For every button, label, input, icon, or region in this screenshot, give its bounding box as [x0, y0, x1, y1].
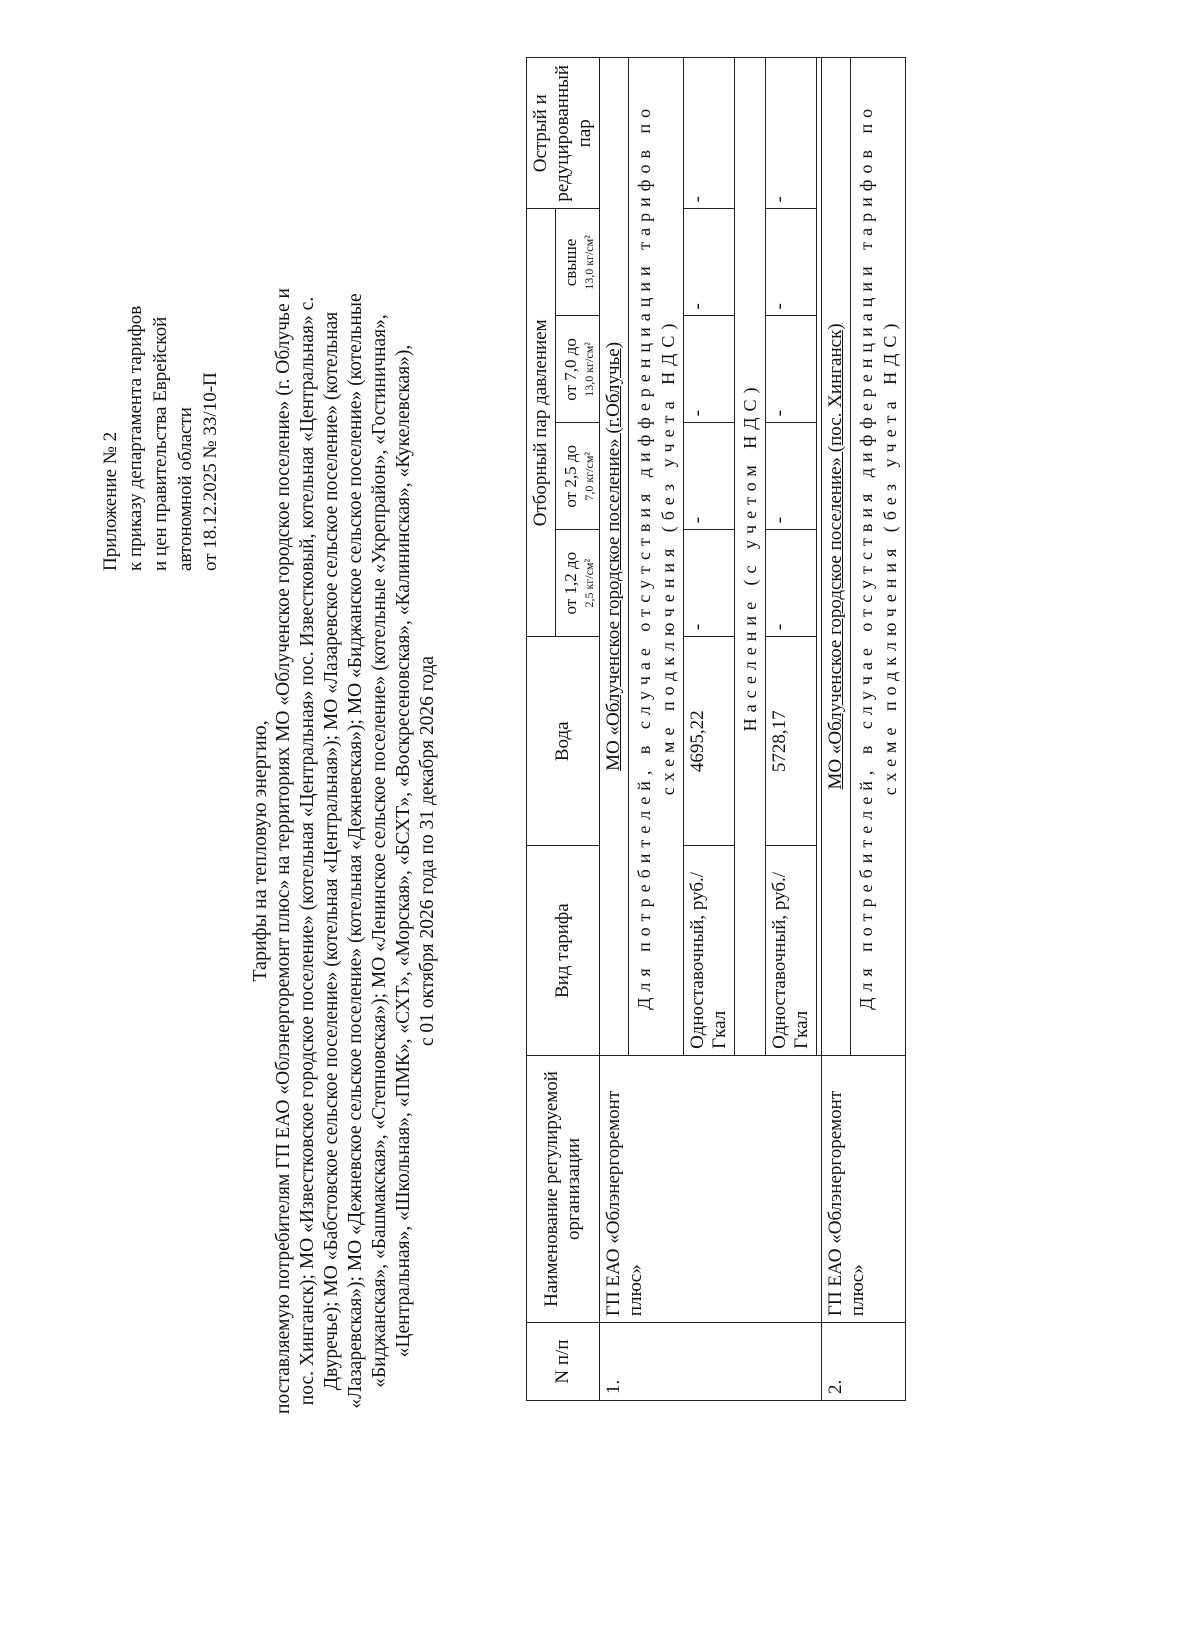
water-value: 5728,17	[766, 637, 817, 846]
appendix-header	[98, 71, 223, 571]
row-number: 1.	[600, 1323, 822, 1401]
municipality-heading	[600, 58, 629, 1056]
header-num: N п/п	[527, 1323, 600, 1401]
sharp-steam-value: -	[684, 58, 735, 210]
org-name: ГП ЕАО «Облэнергоремонт плюс»	[600, 1055, 822, 1322]
appendix-line: автономной области	[175, 407, 196, 571]
tariff-table	[526, 57, 906, 1401]
header-steam-col	[556, 530, 600, 637]
steam-value: -	[684, 209, 735, 316]
sharp-steam-value: -	[766, 58, 817, 210]
header-steam-col	[556, 423, 600, 530]
org-name: ГП ЕАО «Облэнергоремонт плюс»	[822, 1055, 906, 1322]
header-water: Вода	[527, 637, 600, 846]
document-title	[248, 281, 440, 1421]
consumers-note: Для потребителей, в случае отсутствия дифференциации тарифов по схеме подключения (без учета НДС)	[629, 58, 684, 1056]
tariff-type: Одноставочный, руб./Гкал	[766, 846, 817, 1055]
steam-col-pressure: 13,0 кг/см²	[581, 235, 596, 290]
steam-col-pressure: 2,5 кг/см²	[581, 558, 596, 608]
header-type: Вид тарифа	[527, 846, 600, 1055]
population-note: Население (с учетом НДС)	[735, 58, 766, 1056]
title-period: с 01 октября 2026 года по 31 декабря 2026 года	[417, 655, 438, 1047]
header-org: Наименование регулируемой организации	[527, 1055, 600, 1322]
steam-col-label: свыше	[560, 238, 580, 287]
steam-value: -	[684, 423, 735, 530]
steam-col-label: от 7,0 до	[560, 338, 580, 401]
steam-value: -	[766, 209, 817, 316]
water-value: 4695,22	[684, 637, 735, 846]
steam-value: -	[766, 423, 817, 530]
header-steam-col	[556, 316, 600, 423]
municipality-heading	[822, 58, 851, 1056]
table-row	[600, 58, 629, 1401]
appendix-line: и цен правительства Еврейской	[150, 316, 171, 571]
steam-value: -	[766, 530, 817, 637]
header-steam-group: Отборный пар давлением	[527, 209, 556, 637]
municipality-name: МО «Облученское городское поселение» (пос. Хинганск)	[825, 323, 846, 790]
consumers-note: Для потребителей, в случае отсутствия дифференциации тарифов по схеме подключения (без учета НДС)	[851, 58, 906, 1056]
title-heading: Тарифы на тепловую энергию,	[249, 720, 271, 982]
header-steam-col	[556, 209, 600, 316]
header-sharp-steam: Острый и редуцированный пар	[527, 58, 600, 210]
title-body: поставляемую потребителям ГП ЕАО «Облэнергоремонт плюс» на территориях МО «Облученское городское поселение» (г. Облучье и пос. Хинганск); МО «Известковское городское поселение» (котельная «Центральная» пос. Известковый, котельная «Центральная» с. Двуречье); МО «Бабстовское сельское поселение» (котельная «Центральная»); МО «Лазаревское сельское поселение» (котельная «Лазаревская»); МО «Дежневское сельское поселение» (котельная «Дежневская»); МО «Биджанское сельское поселение» (котельные «Биджанская», «Башмакская», «Степновская»); МО «Ленинское сельское поселение» (котельные «Укрепрайон», «Гостиничная», «Центральная», «Школьная», «ПМК», «СХТ», «Морская», «БСХТ», «Воскресеновская», «Калининская», «Кукелевская»),	[273, 288, 414, 1414]
table-row	[822, 58, 851, 1401]
steam-col-label: от 2,5 до	[560, 444, 580, 508]
row-number: 2.	[822, 1323, 906, 1401]
steam-col-pressure: 7,0 кг/см²	[581, 451, 596, 501]
steam-value: -	[766, 316, 817, 423]
municipality-name: МО «Облученское городское поселение» (г.Облучье)	[603, 341, 624, 771]
tariff-type: Одноставочный, руб./Гкал	[684, 846, 735, 1055]
appendix-line: Приложение № 2	[100, 431, 121, 571]
appendix-line: к приказу департамента тарифов	[125, 305, 146, 571]
steam-col-label: от 1,2 до	[560, 551, 580, 615]
steam-value: -	[684, 530, 735, 637]
steam-col-pressure: 13,0 кг/см²	[581, 342, 596, 397]
steam-value: -	[684, 316, 735, 423]
appendix-line: от 18.12.2025 № 33/10-П	[200, 372, 221, 571]
header-row	[527, 58, 556, 1401]
